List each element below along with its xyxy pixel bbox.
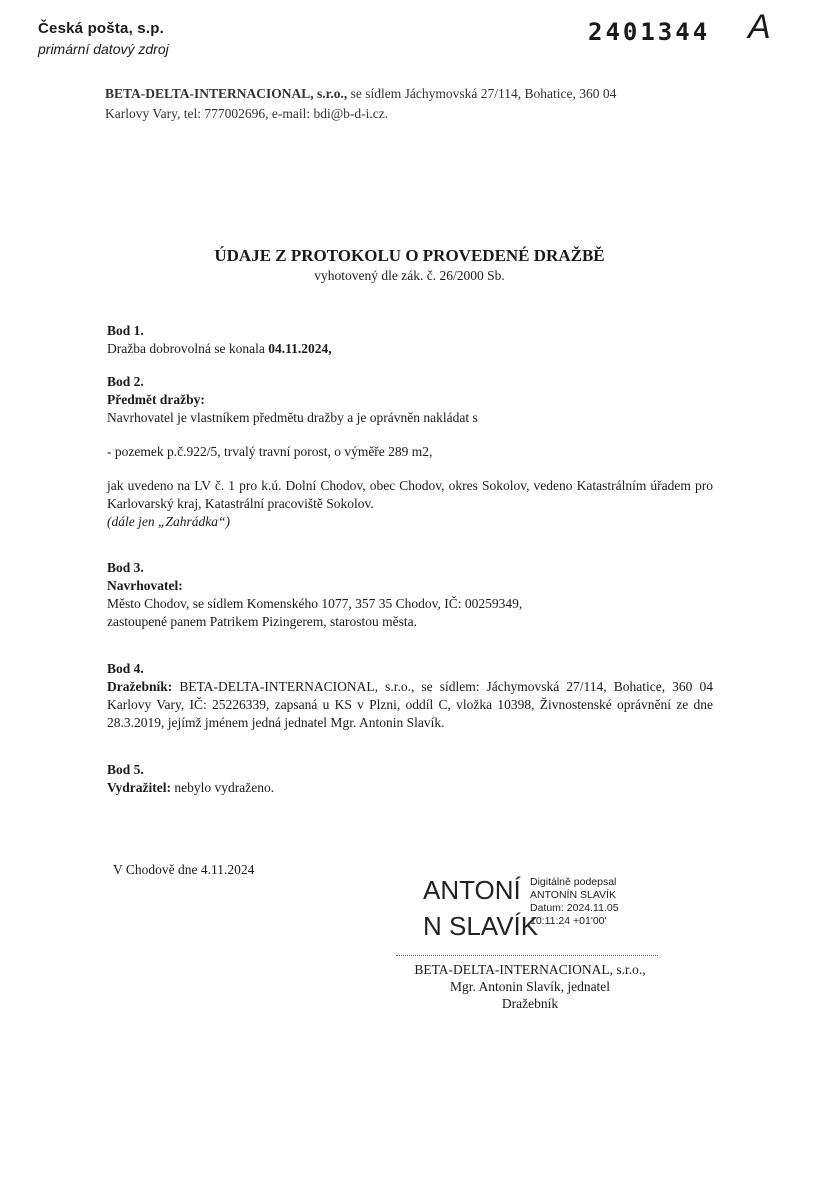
bod5-label: Vydražitel: [107, 780, 171, 795]
signature-info-4: 10:11:24 +01'00' [530, 915, 607, 927]
signatory-person: Mgr. Antonin Slavík, jednatel [449, 979, 611, 994]
signature-name-line-1: ANTONÍ [423, 875, 521, 905]
bod3-heading: Bod 3. [107, 560, 144, 575]
bod1-heading: Bod 1. [107, 323, 144, 338]
bod5-heading: Bod 5. [107, 762, 144, 777]
header-contact: Karlovy Vary, tel: 777002696, e-mail: bdi@b-d-i.cz. [105, 106, 389, 121]
bod4-heading: Bod 4. [107, 661, 144, 676]
document-title: ÚDAJE Z PROTOKOLU O PROVEDENÉ DRAŽBĚ [214, 246, 605, 265]
signature-name-line-2: N SLAVÍK [423, 911, 539, 941]
bod3-subheading: Navrhovatel: [107, 578, 183, 593]
bod2-subheading: Předmět dražby: [107, 392, 205, 407]
document-number: 2401344 [588, 18, 711, 46]
bod2-line1: Navrhovatel je vlastníkem předmětu dražby a je oprávněn nakládat s [107, 410, 478, 425]
section-bod-2 [107, 373, 713, 531]
signature-line [396, 955, 658, 956]
digital-signature-name [423, 872, 538, 944]
bod5-text: nebylo vydraženo. [171, 780, 275, 795]
signature-info-3: Datum: 2024.11.05 [530, 902, 619, 914]
bod2-item: - pozemek p.č.922/5, trvalý travní porost, o výměře 289 m2, [107, 444, 433, 459]
digital-signature-info [530, 876, 619, 928]
signatory-role: Dražebník [501, 996, 559, 1011]
header-company: BETA-DELTA-INTERNACIONAL, s.r.o., [105, 86, 348, 101]
company-header [105, 84, 707, 124]
signature-info-1: Digitálně podepsal [530, 876, 617, 888]
bod4-text: BETA-DELTA-INTERNACIONAL, s.r.o., se sídlem: Jáchymovská 27/114, Bohatice, 360 04 Karlovy Vary, IČ: 25226339, zapsaná u KS v Plzni, oddíl C, vložka 10398, Živnostenské oprávnění ze dne 28.3.2019, jejímž jménem jedná jednatel Mgr. Antonin Slavík. [107, 679, 713, 730]
signature-info-2: ANTONÍN SLAVÍK [530, 889, 616, 901]
stamp-line-2: primární datový zdroj [38, 41, 169, 57]
signatory-company: BETA-DELTA-INTERNACIONAL, s.r.o., [414, 962, 646, 977]
bod3-line1: Město Chodov, se sídlem Komenského 1077, 357 35 Chodov, IČ: 00259349, [107, 596, 523, 611]
section-bod-5 [107, 761, 713, 797]
section-bod-3 [107, 559, 713, 631]
bod1-date: 04.11.2024, [268, 341, 332, 356]
bod2-paragraph: jak uvedeno na LV č. 1 pro k.ú. Dolní Chodov, obec Chodov, okres Sokolov, vedeno Katastrálním úřadem pro Karlovarský kraj, Katastrální pracoviště Sokolov. [107, 478, 713, 511]
section-bod-1 [107, 322, 713, 358]
header-address: se sídlem Jáchymovská 27/114, Bohatice, 360 04 [347, 86, 617, 101]
bod4-label: Dražebník: [107, 679, 173, 694]
bod1-text: Dražba dobrovolná se konala [107, 341, 269, 356]
postal-stamp [38, 20, 169, 57]
stamp-line-1: Česká pošta, s.p. [38, 20, 164, 37]
document-letter: A [748, 8, 771, 46]
signatory-block [380, 961, 680, 1012]
document-subtitle: vyhotovený dle zák. č. 26/2000 Sb. [314, 268, 505, 283]
place-and-date: V Chodově dne 4.11.2024 [113, 862, 255, 877]
bod2-heading: Bod 2. [107, 374, 144, 389]
bod3-line2: zastoupené panem Patrikem Pizingerem, starostou města. [107, 614, 418, 629]
bod2-note: (dále jen „Zahrádka“) [107, 514, 230, 529]
section-bod-4 [107, 660, 713, 732]
